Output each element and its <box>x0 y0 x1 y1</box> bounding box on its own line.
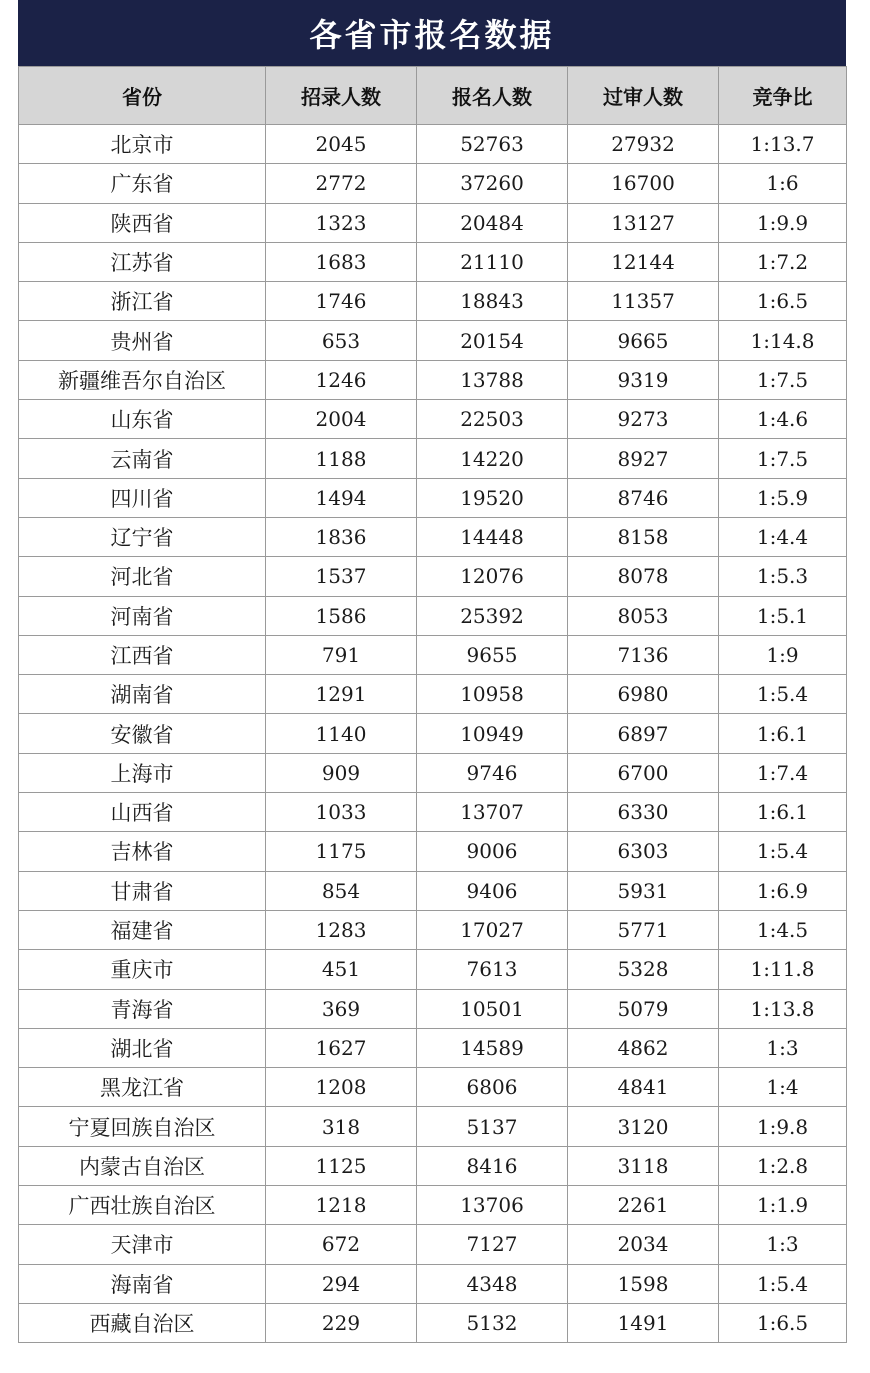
cell-province: 江西省 <box>19 635 266 674</box>
cell-quota: 2772 <box>266 164 417 203</box>
cell-approved: 6897 <box>568 714 719 753</box>
cell-competition-ratio: 1:13.7 <box>719 125 847 164</box>
cell-quota: 318 <box>266 1107 417 1146</box>
cell-approved: 2261 <box>568 1186 719 1225</box>
cell-competition-ratio: 1:9 <box>719 635 847 674</box>
cell-approved: 5079 <box>568 989 719 1028</box>
cell-province: 江苏省 <box>19 242 266 281</box>
cell-applicants: 9746 <box>417 753 568 792</box>
cell-approved: 1491 <box>568 1303 719 1342</box>
cell-province: 上海市 <box>19 753 266 792</box>
table-row <box>19 1146 847 1185</box>
cell-competition-ratio: 1:6.5 <box>719 1303 847 1342</box>
table-row <box>19 242 847 281</box>
cell-approved: 9273 <box>568 400 719 439</box>
cell-province: 吉林省 <box>19 832 266 871</box>
table-row <box>19 635 847 674</box>
cell-approved: 7136 <box>568 635 719 674</box>
cell-competition-ratio: 1:5.9 <box>719 478 847 517</box>
cell-quota: 1746 <box>266 282 417 321</box>
cell-approved: 8158 <box>568 517 719 556</box>
cell-approved: 27932 <box>568 125 719 164</box>
cell-approved: 1598 <box>568 1264 719 1303</box>
cell-applicants: 9006 <box>417 832 568 871</box>
cell-approved: 8746 <box>568 478 719 517</box>
cell-quota: 1188 <box>266 439 417 478</box>
cell-quota: 1246 <box>266 360 417 399</box>
cell-quota: 1218 <box>266 1186 417 1225</box>
registration-data-sheet <box>18 0 846 1343</box>
cell-province: 青海省 <box>19 989 266 1028</box>
table-row <box>19 1186 847 1225</box>
cell-applicants: 22503 <box>417 400 568 439</box>
cell-quota: 369 <box>266 989 417 1028</box>
cell-applicants: 20154 <box>417 321 568 360</box>
cell-applicants: 14589 <box>417 1028 568 1067</box>
table-row <box>19 675 847 714</box>
cell-applicants: 21110 <box>417 242 568 281</box>
cell-quota: 2004 <box>266 400 417 439</box>
cell-province: 海南省 <box>19 1264 266 1303</box>
header-approved: 过审人数 <box>568 67 719 125</box>
cell-quota: 1537 <box>266 557 417 596</box>
cell-quota: 1125 <box>266 1146 417 1185</box>
cell-competition-ratio: 1:7.4 <box>719 753 847 792</box>
cell-competition-ratio: 1:6.1 <box>719 793 847 832</box>
table-body <box>19 125 847 1343</box>
cell-competition-ratio: 1:11.8 <box>719 950 847 989</box>
cell-applicants: 7613 <box>417 950 568 989</box>
cell-approved: 16700 <box>568 164 719 203</box>
header-quota: 招录人数 <box>266 67 417 125</box>
data-table <box>18 66 847 1343</box>
cell-applicants: 5137 <box>417 1107 568 1146</box>
table-row <box>19 282 847 321</box>
cell-province: 河北省 <box>19 557 266 596</box>
cell-competition-ratio: 1:4 <box>719 1068 847 1107</box>
cell-province: 安徽省 <box>19 714 266 753</box>
header-applicants: 报名人数 <box>417 67 568 125</box>
table-row <box>19 1225 847 1264</box>
cell-competition-ratio: 1:5.4 <box>719 1264 847 1303</box>
cell-applicants: 25392 <box>417 596 568 635</box>
cell-approved: 5931 <box>568 871 719 910</box>
cell-competition-ratio: 1:5.3 <box>719 557 847 596</box>
cell-approved: 8927 <box>568 439 719 478</box>
cell-province: 重庆市 <box>19 950 266 989</box>
cell-applicants: 14448 <box>417 517 568 556</box>
cell-applicants: 7127 <box>417 1225 568 1264</box>
cell-quota: 1175 <box>266 832 417 871</box>
cell-province: 黑龙江省 <box>19 1068 266 1107</box>
cell-quota: 1140 <box>266 714 417 753</box>
cell-province: 西藏自治区 <box>19 1303 266 1342</box>
table-row <box>19 1303 847 1342</box>
cell-approved: 8078 <box>568 557 719 596</box>
table-row <box>19 439 847 478</box>
cell-applicants: 8416 <box>417 1146 568 1185</box>
cell-applicants: 10958 <box>417 675 568 714</box>
cell-competition-ratio: 1:5.4 <box>719 675 847 714</box>
table-row <box>19 400 847 439</box>
cell-approved: 6303 <box>568 832 719 871</box>
cell-applicants: 20484 <box>417 203 568 242</box>
cell-approved: 8053 <box>568 596 719 635</box>
cell-approved: 5771 <box>568 910 719 949</box>
cell-applicants: 18843 <box>417 282 568 321</box>
cell-approved: 3118 <box>568 1146 719 1185</box>
cell-competition-ratio: 1:6.9 <box>719 871 847 910</box>
cell-applicants: 19520 <box>417 478 568 517</box>
cell-approved: 4862 <box>568 1028 719 1067</box>
cell-approved: 6980 <box>568 675 719 714</box>
cell-approved: 9319 <box>568 360 719 399</box>
cell-province: 湖南省 <box>19 675 266 714</box>
cell-competition-ratio: 1:5.4 <box>719 832 847 871</box>
page-title: 各省市报名数据 <box>309 16 555 54</box>
cell-quota: 854 <box>266 871 417 910</box>
table-row <box>19 596 847 635</box>
cell-applicants: 13788 <box>417 360 568 399</box>
table-row <box>19 1068 847 1107</box>
cell-competition-ratio: 1:3 <box>719 1028 847 1067</box>
table-row <box>19 517 847 556</box>
cell-applicants: 9655 <box>417 635 568 674</box>
header-row <box>19 67 847 125</box>
cell-province: 浙江省 <box>19 282 266 321</box>
cell-quota: 1683 <box>266 242 417 281</box>
cell-competition-ratio: 1:13.8 <box>719 989 847 1028</box>
cell-applicants: 9406 <box>417 871 568 910</box>
cell-province: 广西壮族自治区 <box>19 1186 266 1225</box>
table-row <box>19 1028 847 1067</box>
cell-province: 山东省 <box>19 400 266 439</box>
cell-competition-ratio: 1:4.6 <box>719 400 847 439</box>
cell-competition-ratio: 1:14.8 <box>719 321 847 360</box>
cell-quota: 1283 <box>266 910 417 949</box>
cell-competition-ratio: 1:4.5 <box>719 910 847 949</box>
cell-province: 内蒙古自治区 <box>19 1146 266 1185</box>
table-row <box>19 557 847 596</box>
table-row <box>19 832 847 871</box>
table-row <box>19 871 847 910</box>
cell-quota: 1291 <box>266 675 417 714</box>
cell-province: 辽宁省 <box>19 517 266 556</box>
cell-competition-ratio: 1:7.2 <box>719 242 847 281</box>
cell-quota: 229 <box>266 1303 417 1342</box>
table-row <box>19 203 847 242</box>
cell-competition-ratio: 1:3 <box>719 1225 847 1264</box>
cell-applicants: 10501 <box>417 989 568 1028</box>
cell-applicants: 14220 <box>417 439 568 478</box>
cell-province: 天津市 <box>19 1225 266 1264</box>
cell-quota: 653 <box>266 321 417 360</box>
cell-applicants: 37260 <box>417 164 568 203</box>
cell-competition-ratio: 1:7.5 <box>719 360 847 399</box>
cell-applicants: 52763 <box>417 125 568 164</box>
cell-applicants: 13706 <box>417 1186 568 1225</box>
table-row <box>19 910 847 949</box>
title-bar <box>18 0 846 66</box>
cell-applicants: 17027 <box>417 910 568 949</box>
cell-competition-ratio: 1:1.9 <box>719 1186 847 1225</box>
cell-approved: 6700 <box>568 753 719 792</box>
cell-province: 甘肃省 <box>19 871 266 910</box>
cell-quota: 1586 <box>266 596 417 635</box>
cell-quota: 2045 <box>266 125 417 164</box>
cell-province: 山西省 <box>19 793 266 832</box>
cell-province: 陕西省 <box>19 203 266 242</box>
cell-applicants: 13707 <box>417 793 568 832</box>
cell-quota: 1494 <box>266 478 417 517</box>
cell-quota: 791 <box>266 635 417 674</box>
table-row <box>19 1107 847 1146</box>
cell-competition-ratio: 1:7.5 <box>719 439 847 478</box>
cell-applicants: 12076 <box>417 557 568 596</box>
cell-approved: 11357 <box>568 282 719 321</box>
cell-approved: 9665 <box>568 321 719 360</box>
cell-competition-ratio: 1:6.5 <box>719 282 847 321</box>
cell-quota: 1208 <box>266 1068 417 1107</box>
table-row <box>19 164 847 203</box>
cell-province: 四川省 <box>19 478 266 517</box>
table-row <box>19 321 847 360</box>
cell-approved: 5328 <box>568 950 719 989</box>
cell-province: 新疆维吾尔自治区 <box>19 360 266 399</box>
cell-approved: 6330 <box>568 793 719 832</box>
cell-province: 北京市 <box>19 125 266 164</box>
cell-quota: 1323 <box>266 203 417 242</box>
cell-province: 河南省 <box>19 596 266 635</box>
cell-approved: 13127 <box>568 203 719 242</box>
cell-competition-ratio: 1:5.1 <box>719 596 847 635</box>
cell-quota: 451 <box>266 950 417 989</box>
cell-quota: 294 <box>266 1264 417 1303</box>
cell-approved: 4841 <box>568 1068 719 1107</box>
cell-quota: 1627 <box>266 1028 417 1067</box>
table-row <box>19 714 847 753</box>
table-header <box>19 67 847 125</box>
cell-competition-ratio: 1:2.8 <box>719 1146 847 1185</box>
cell-province: 湖北省 <box>19 1028 266 1067</box>
cell-applicants: 4348 <box>417 1264 568 1303</box>
cell-approved: 3120 <box>568 1107 719 1146</box>
table-row <box>19 989 847 1028</box>
cell-province: 宁夏回族自治区 <box>19 1107 266 1146</box>
cell-applicants: 5132 <box>417 1303 568 1342</box>
cell-province: 广东省 <box>19 164 266 203</box>
cell-quota: 909 <box>266 753 417 792</box>
header-province: 省份 <box>19 67 266 125</box>
cell-quota: 672 <box>266 1225 417 1264</box>
cell-applicants: 6806 <box>417 1068 568 1107</box>
cell-approved: 12144 <box>568 242 719 281</box>
cell-quota: 1033 <box>266 793 417 832</box>
table-row <box>19 793 847 832</box>
table-row <box>19 360 847 399</box>
table-row <box>19 478 847 517</box>
cell-competition-ratio: 1:9.8 <box>719 1107 847 1146</box>
cell-province: 贵州省 <box>19 321 266 360</box>
cell-competition-ratio: 1:6 <box>719 164 847 203</box>
cell-quota: 1836 <box>266 517 417 556</box>
header-competition-ratio: 竞争比 <box>719 67 847 125</box>
cell-competition-ratio: 1:6.1 <box>719 714 847 753</box>
cell-applicants: 10949 <box>417 714 568 753</box>
cell-competition-ratio: 1:9.9 <box>719 203 847 242</box>
table-row <box>19 753 847 792</box>
cell-approved: 2034 <box>568 1225 719 1264</box>
table-row <box>19 950 847 989</box>
table-row <box>19 1264 847 1303</box>
table-row <box>19 125 847 164</box>
cell-competition-ratio: 1:4.4 <box>719 517 847 556</box>
cell-province: 云南省 <box>19 439 266 478</box>
cell-province: 福建省 <box>19 910 266 949</box>
